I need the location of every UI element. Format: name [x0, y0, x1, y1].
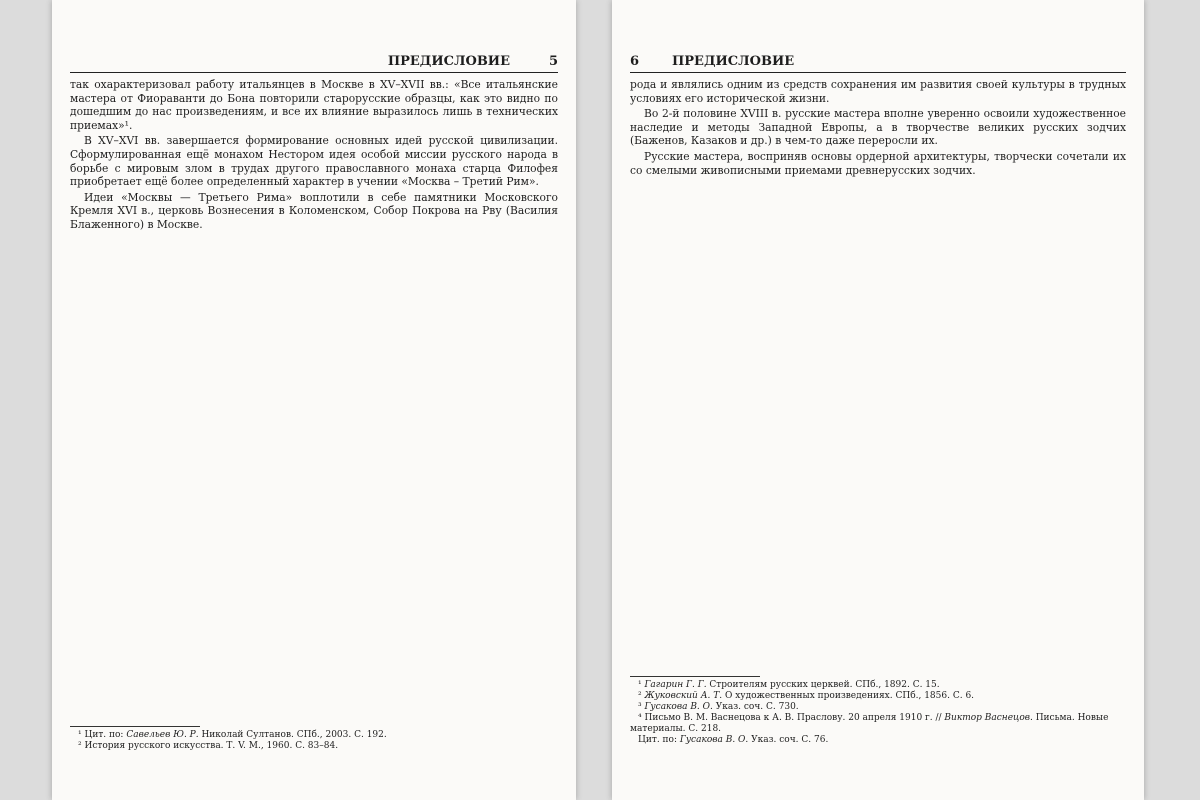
- footnote-author: Жуковский А. Т.: [644, 691, 723, 701]
- footnote: [630, 713, 1126, 735]
- footnote-prefix: ² История русского искусства. Т. V. М., 1960. С. 83–84.: [78, 741, 339, 751]
- running-title: ПРЕДИСЛОВИЕ: [387, 54, 510, 69]
- footnote-author: Гусакова В. О.: [679, 735, 749, 745]
- footnote-text: Николай Султанов. СПб., 2003. С. 192.: [198, 730, 387, 740]
- footnote-text: О художественных произведениях. СПб., 1856. С. 6.: [722, 691, 975, 701]
- page-number: 5: [548, 54, 558, 69]
- footnote: [70, 730, 558, 741]
- footnote-author: Гагарин Г. Г.: [644, 680, 707, 690]
- left-page: [52, 0, 576, 800]
- page-body: [630, 78, 1126, 179]
- paragraph: Во 2-й половине XVIII в. русские мастера вполне уверенно освоили художественное наследие и методы Западной Европы, а в творчестве великих русских зодчих (Баженов, Казаков и др.) в чем-то даже переросли их.: [630, 107, 1126, 148]
- footnote-prefix: ⁴ Письмо В. М. Васнецова к А. В. Праслову. 20 апреля 1910 г. //: [638, 713, 945, 723]
- footnotes: [70, 726, 558, 752]
- footnote-prefix: Цит. по:: [638, 735, 680, 745]
- footnote-text: Строителям русских церквей. СПб., 1892. С. 15.: [706, 680, 940, 690]
- footnote-text: Указ. соч. С. 76.: [748, 735, 829, 745]
- footnote: [630, 680, 1126, 691]
- footnote-author: Виктор Васнецов.: [944, 713, 1033, 723]
- footnote: [630, 702, 1126, 713]
- running-title: ПРЕДИСЛОВИЕ: [672, 54, 795, 69]
- page-header: [630, 54, 1126, 73]
- paragraph: рода и являлись одним из средств сохранения им развития своей культуры в трудных условиях его исторической жизни.: [630, 78, 1126, 105]
- footnote-author: Савельев Ю. Р.: [126, 730, 199, 740]
- footnote-author: Гусакова В. О.: [644, 702, 713, 712]
- right-page: [612, 0, 1144, 800]
- footnote-prefix: ²: [638, 691, 645, 701]
- paragraph: Идеи «Москвы — Третьего Рима» воплотили в себе памятники Московского Кремля XVI в., церковь Вознесения в Коломенском, Собор Покрова на Рву (Василия Блаженного) в Москве.: [70, 190, 558, 231]
- footnote-prefix: ³: [638, 702, 645, 712]
- footnote-prefix: ¹: [638, 680, 645, 690]
- footnote: [630, 691, 1126, 702]
- footnote-prefix: ¹ Цит. по:: [78, 730, 127, 740]
- page-body: [70, 78, 558, 234]
- footnote: [630, 735, 1126, 746]
- page-header: [70, 54, 558, 73]
- page-number: 6: [630, 54, 640, 69]
- footnote-rule: [630, 676, 760, 677]
- footnote-text: Указ. соч. С. 730.: [712, 702, 799, 712]
- footnotes: [630, 676, 1126, 746]
- footnote: [70, 741, 558, 752]
- footnote-text: Письма. Новые материалы. С. 218.: [630, 713, 1109, 734]
- paragraph: Русские мастера, восприняв основы ордерной архитектуры, творчески сочетали их со смелыми живописными приемами древнерусских зодчих.: [630, 149, 1126, 177]
- paragraph: В XV–XVI вв. завершается формирование основных идей русской цивилизации. Сформулированная ещё монахом Нестором идея особой миссии русского народа в борьбе с мировым злом в трудах другого православного монаха старца Филофея приобретает ещё более определенный характер в учении «Москва – Третий Рим».: [70, 134, 558, 189]
- footnote-rule: [70, 726, 200, 727]
- paragraph: так охарактеризовал работу итальянцев в Москве в XV–XVII вв.: «Все итальянские мастера от Фиораванти до Бона повторили старорусские образцы, как это видно по дошедшим до нас произведениям, и все их влияние выразилось лишь в технических приемах»¹.: [70, 78, 558, 132]
